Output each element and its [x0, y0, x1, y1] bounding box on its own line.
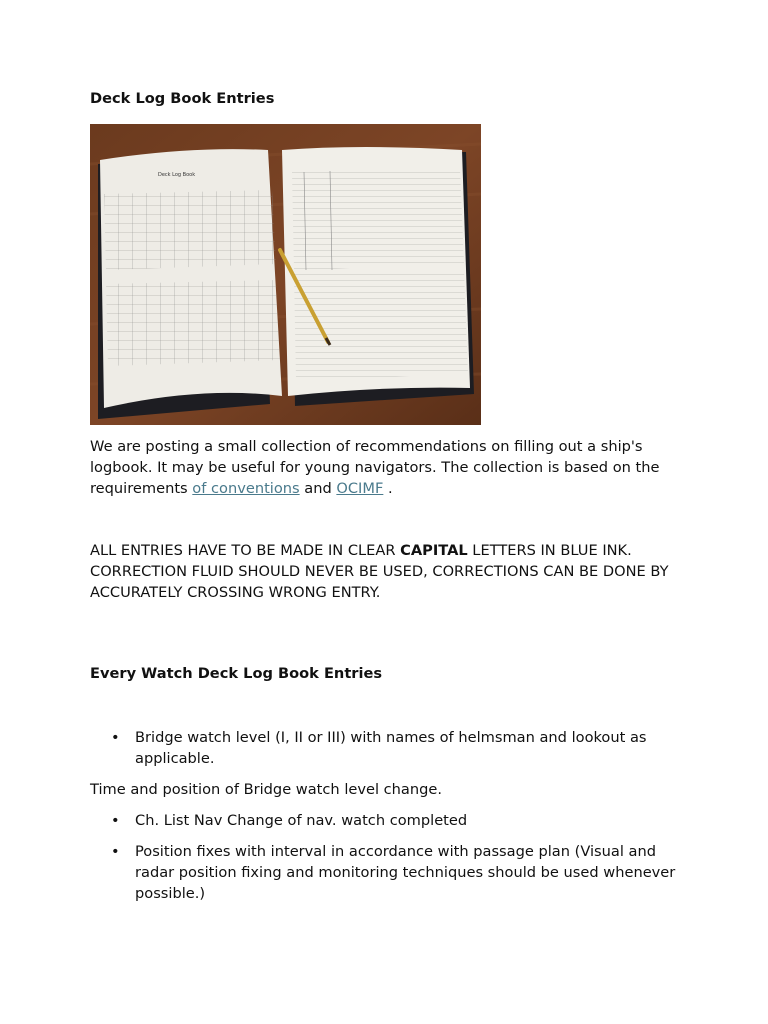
capital-letters-rule: ALL ENTRIES HAVE TO BE MADE IN CLEAR CAPITAL LETTERS IN BLUE INK. CORRECTION FLUID SHOULD NEVER BE USED, CORRECTIONS CAN BE DONE BY ACCURATELY CROSSING WRONG ENTRY. — [90, 542, 669, 601]
link-ocimf[interactable]: OCIMF — [336, 480, 384, 497]
bullet-list-1 — [90, 727, 690, 769]
logbook-photo — [90, 124, 481, 425]
photo-page-title: Deck Log Book — [158, 172, 196, 178]
list-item: • Ch. List Nav Change of nav. watch completed — [90, 810, 690, 831]
link-conventions[interactable]: of conventions — [192, 480, 300, 497]
watch-level-change-text: Time and position of Bridge watch level change. — [90, 781, 443, 798]
intro-paragraph: We are posting a small collection of recommendations on filling out a ship's logbook. It may be useful for young navigators. The collection is based on the requirements of conventions and OCIMF . — [90, 438, 660, 497]
bullet-list-2 — [90, 810, 690, 904]
list-item: • Position fixes with interval in accordance with passage plan (Visual and radar position fixing and monitoring techniques should be used whenever possible.) — [90, 841, 690, 904]
page-title: Deck Log Book Entries — [90, 90, 275, 107]
emphasis-capital: CAPITAL — [400, 542, 468, 559]
section-heading: Every Watch Deck Log Book Entries — [90, 665, 383, 682]
list-item: • Bridge watch level (I, II or III) with names of helmsman and lookout as applicable. — [90, 727, 690, 769]
